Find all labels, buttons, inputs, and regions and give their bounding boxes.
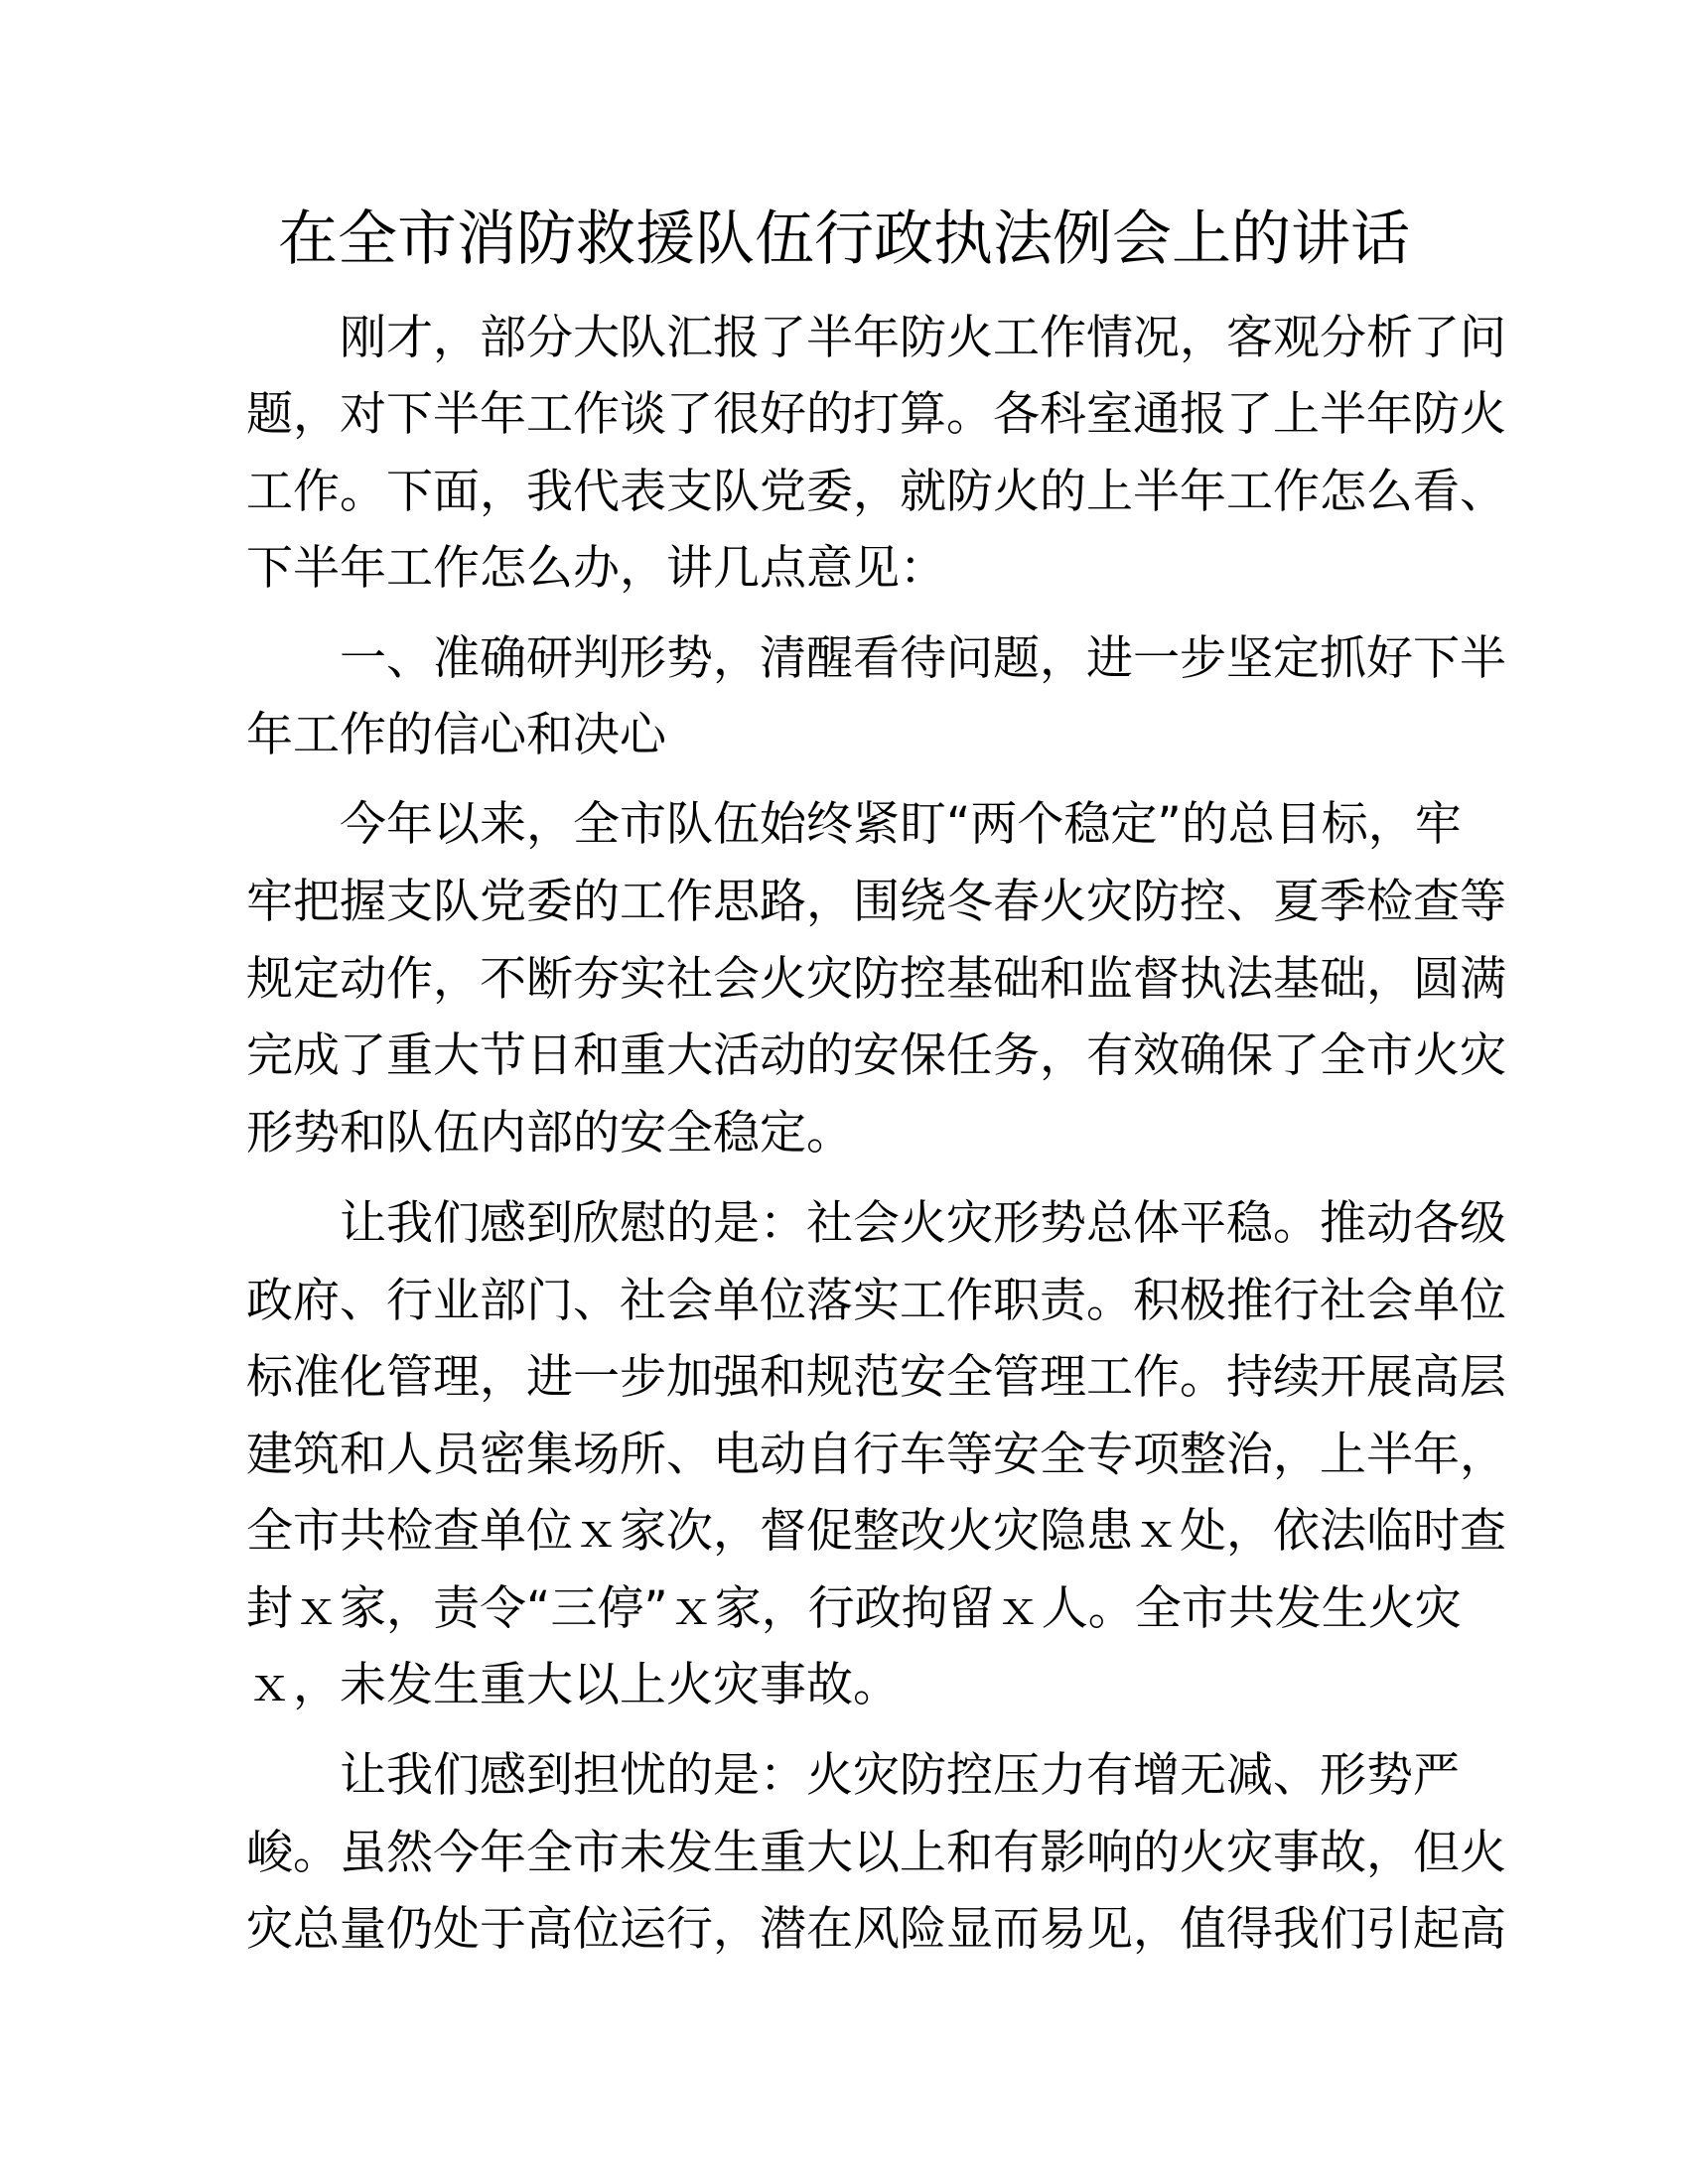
- paragraph-line: 形势和队伍内部的安全稳定。: [246, 1106, 853, 1160]
- heading-line: 一、准确研判形势，清醒看待问题，进一步坚定抓好下半: [340, 631, 1506, 686]
- paragraph-line: 刚才，部分大队汇报了半年防火工作情况，客观分析了问: [340, 311, 1506, 365]
- heading-line: 年工作的信心和决心: [246, 708, 666, 762]
- paragraph-line: 封ｘ家，责令“三停”ｘ家，行政拘留ｘ人。全市共发生火灾: [246, 1581, 1462, 1636]
- paragraph-line: 完成了重大节日和重大活动的安保任务，有效确保了全市火灾: [246, 1028, 1506, 1083]
- paragraph-line: 下半年工作怎么办，讲几点意见：: [246, 541, 946, 596]
- paragraph-line: 题，对下半年工作谈了很好的打算。各科室通报了上半年防火: [246, 387, 1506, 442]
- paragraph-line: 规定动作，不断夯实社会火灾防控基础和监督执法基础，圆满: [246, 952, 1506, 1007]
- paragraph-line: 标准化管理，进一步加强和规范安全管理工作。持续开展高层: [246, 1350, 1506, 1405]
- paragraph-line: 全市共检查单位ｘ家次，督促整改火灾隐患ｘ处，依法临时查: [246, 1504, 1506, 1559]
- paragraph-line: 让我们感到担忧的是：火灾防控压力有增无减、形势严: [340, 1748, 1460, 1803]
- paragraph-line: 工作。下面，我代表支队党委，就防火的上半年工作怎么看、: [246, 465, 1506, 519]
- paragraph-line: 今年以来，全市队伍始终紧盯“两个稳定”的总目标，牢: [340, 797, 1462, 852]
- document-title: 在全市消防救援队伍行政执法例会上的讲话: [278, 205, 1410, 274]
- paragraph-line: 建筑和人员密集场所、电动自行车等安全专项整治，上半年，: [246, 1428, 1506, 1482]
- paragraph-line: 峻。虽然今年全市未发生重大以上和有影响的火灾事故，但火: [246, 1826, 1506, 1880]
- paragraph-line: 灾总量仍处于高位运行，潜在风险显而易见，值得我们引起高: [246, 1902, 1506, 1957]
- paragraph-line: 政府、行业部门、社会单位落实工作职责。积极推行社会单位: [246, 1274, 1506, 1328]
- paragraph-line: 牢把握支队党委的工作思路，围绕冬春火灾防控、夏季检查等: [246, 875, 1506, 929]
- paragraph-line: ｘ，未发生重大以上火灾事故。: [246, 1658, 900, 1712]
- paragraph-line: 让我们感到欣慰的是：社会火灾形势总体平稳。推动各级: [340, 1196, 1506, 1251]
